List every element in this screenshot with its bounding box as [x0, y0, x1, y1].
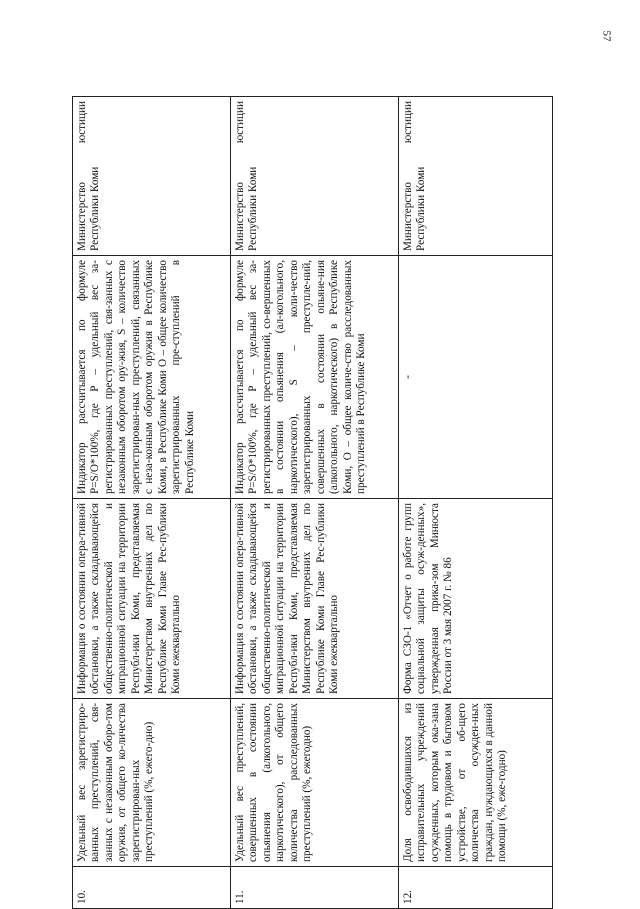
responsible-cell: Министерство юстиции Республики Коми [73, 97, 231, 256]
table-row [399, 97, 553, 909]
table-row [231, 97, 399, 909]
indicators-table [72, 96, 553, 909]
indicator-cell: Доля освободившихся из исправительных учреждений осужденных, которым ока-зана помощь в трудовом и бытовом устройстве, от об-щего количества осужден-ных граждан, нуждающихся в данной помощи (%, еже-годно) [399, 699, 553, 867]
source-cell: Форма СЗО-1 «Отчет о работе групп социальной защиты осуж-денных», утвержденная прика-зом Минюста России от 3 мая 2007 г. № 86 [399, 499, 553, 699]
table-row [73, 97, 231, 909]
responsible-cell: Министерство юстиции Республики Коми [231, 97, 399, 256]
responsible-cell: Министерство юстиции Республики Коми [399, 97, 553, 256]
row-number: 10. [73, 867, 231, 909]
source-cell: Информация о состоянии опера-тивной обстановки, а также складывающейся общественно-политической и миграционной ситуации на территории Республ-ики Коми, представляемая Министерством внутренних дел по Республике Коми Главе Рес-публики Коми ежеквартально [73, 499, 231, 699]
indicator-cell: Удельный вес зарегистриро-ванных преступлений, свя-занных с незаконным оборо-том оружия, от общего ко-личества зарегистрирован-ных преступлений (%, ежего-дно) [73, 699, 231, 867]
method-cell: Индикатор рассчитывается по формуле P=S/O*100%, где P – удельный вес за-регистрированных преступлений, свя-занных с незаконным оборотом ору-жия, S – количество зарегистрирован-ных преступлений, связанных с неза-конным оборотом оружия в Республике Коми, в Республике Коми O – общее количество зарегистрированных пре-ступлений в Республике Коми [73, 256, 231, 499]
row-number: 11. [231, 867, 399, 909]
rotated-table-container [72, 97, 552, 909]
source-cell: Информация о состоянии опера-тивной обстановки, а также складывающейся общественно-политической и миграционной ситуации на территории Республ-ики Коми, представляемая Министерством внутренних дел по Республике Коми Главе Рес-публики Коми ежеквартально [231, 499, 399, 699]
method-cell: - [399, 256, 553, 499]
page-number: 57 [600, 30, 613, 42]
row-number: 12. [399, 867, 553, 909]
method-cell: Индикатор рассчитывается по формуле P=S/O*100%, где P – удельный вес за-регистрированных преступлений, со-вершенных в состоянии опьянения (ал-когольного, наркотического), S – коли-чество зарегистрированных преступле-ний, совершенных в состоянии опьяне-ния (алкогольного, наркотического) в Республике Коми, O – общее количе-ство расследованных преступлений в Республике Коми [231, 256, 399, 499]
indicator-cell: Удельный вес преступлений, совершенных в состоянии опьянения (алкогольного, наркотического), от общего количества расследованных преступлений (%, ежегодно) [231, 699, 399, 867]
